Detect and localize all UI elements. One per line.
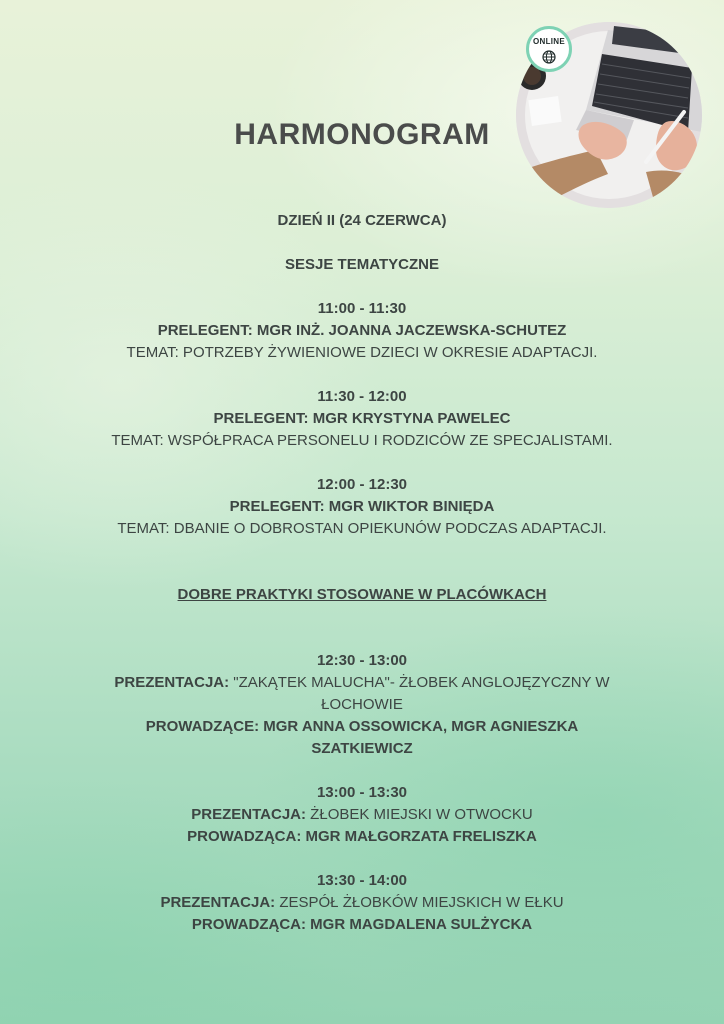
presentation-block [40, 870, 684, 936]
globe-icon [542, 50, 556, 64]
schedule [40, 210, 684, 936]
presentation-hosts-cont: SZATKIEWICZ [311, 740, 413, 757]
session-speaker: PRELEGENT: MGR WIKTOR BINIĘDA [229, 498, 495, 515]
session-topic: TEMAT: WSPÓŁPRACA PERSONELU I RODZICÓW ZE SPECJALISTAMI. [111, 432, 613, 449]
presentation-line [40, 804, 684, 826]
online-badge [526, 26, 572, 72]
day-heading: DZIEŃ II (24 CZERWCA) [277, 212, 447, 229]
session-speaker: PRELEGENT: MGR INŻ. JOANNA JACZEWSKA-SCHUTEZ [157, 322, 567, 339]
session-time: 12:00 - 12:30 [316, 476, 408, 493]
practices-heading: DOBRE PRAKTYKI STOSOWANE W PLACÓWKACH [177, 586, 547, 603]
presentation-block [40, 650, 684, 760]
presentation-line [40, 892, 684, 914]
presentation-time: 13:30 - 14:00 [316, 872, 408, 889]
presentation-hosts: PROWADZĄCA: MGR MAŁGORZATA FRELISZKA [187, 828, 537, 845]
session-block [40, 386, 684, 452]
session-block [40, 474, 684, 540]
presentation-line [40, 672, 684, 694]
presentation-hosts: PROWADZĄCE: MGR ANNA OSSOWICKA, MGR AGNIESZKA [145, 718, 579, 735]
presentation-label: PREZENTACJA: [114, 674, 230, 691]
session-block [40, 298, 684, 364]
page-title: HARMONOGRAM [234, 118, 490, 151]
presentation-title: ŻŁOBEK MIEJSKI W OTWOCKU [306, 806, 533, 823]
presentation-hosts: PROWADZĄCA: MGR MAGDALENA SULŻYCKA [191, 916, 533, 933]
session-topic: TEMAT: DBANIE O DOBROSTAN OPIEKUNÓW PODCZAS ADAPTACJI. [117, 520, 607, 537]
presentation-block [40, 782, 684, 848]
session-time: 11:00 - 11:30 [317, 300, 407, 317]
session-time: 11:30 - 12:00 [317, 388, 407, 405]
online-badge-text: ONLINE [532, 37, 566, 46]
presentation-title: ZESPÓŁ ŻŁOBKÓW MIEJSKICH W EŁKU [275, 894, 564, 911]
presentation-label: PREZENTACJA: [160, 894, 276, 911]
presentation-title: "ZAKĄTEK MALUCHA"- ŻŁOBEK ANGLOJĘZYCZNY W [229, 674, 610, 691]
presentation-label: PREZENTACJA: [191, 806, 307, 823]
presentation-time: 13:00 - 13:30 [316, 784, 408, 801]
presentation-time: 12:30 - 13:00 [316, 652, 408, 669]
session-speaker: PRELEGENT: MGR KRYSTYNA PAWELEC [213, 410, 511, 427]
sessions-heading: SESJE TEMATYCZNE [285, 256, 439, 273]
session-topic: TEMAT: POTRZEBY ŻYWIENIOWE DZIECI W OKRESIE ADAPTACJI. [126, 344, 598, 361]
presentation-title-cont: ŁOCHOWIE [321, 696, 403, 713]
